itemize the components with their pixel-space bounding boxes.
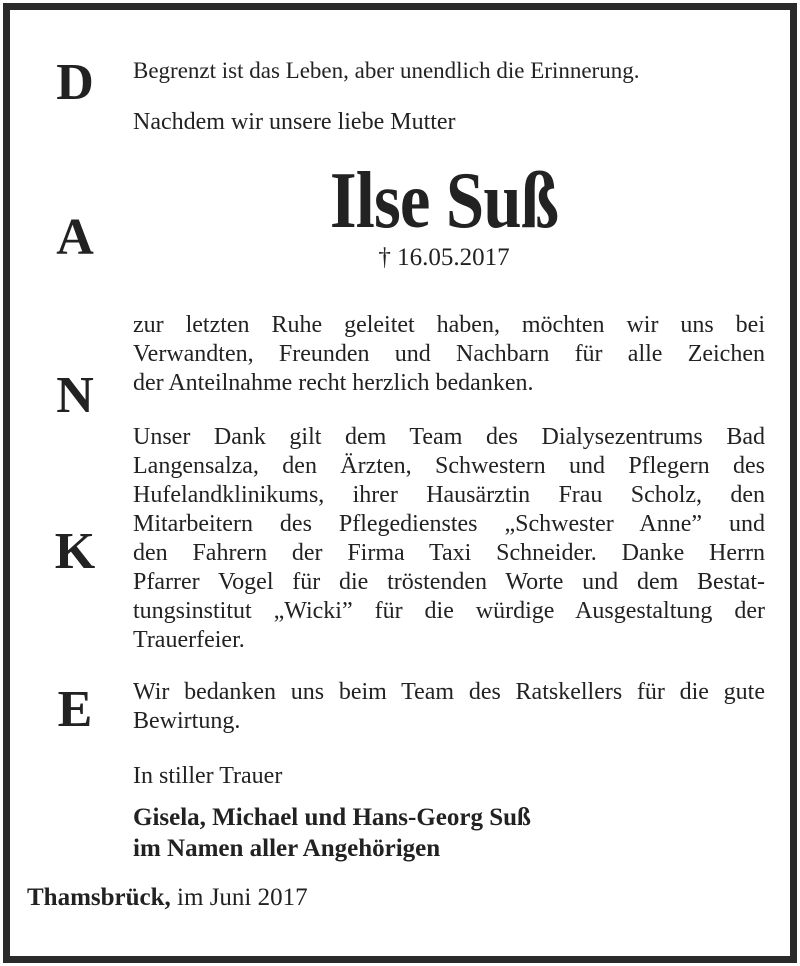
side-letter-k: K <box>54 523 96 580</box>
text-line: Trauerfeier. <box>133 627 245 653</box>
signature-names: Gisela, Michael und Hans-Georg Suß <box>133 804 531 831</box>
side-letter-d: D <box>56 54 94 111</box>
text-line: zur letzten Ruhe geleitet haben, möchten wir uns bei <box>133 312 765 338</box>
text-line: Pfarrer Vogel für die tröstenden Worte und dem Bestat- <box>133 569 765 595</box>
paragraph-thanks <box>133 311 765 398</box>
notice-content <box>123 0 765 966</box>
side-letter-a: A <box>56 209 94 266</box>
mourning-text: In stiller Trauer <box>133 763 283 789</box>
footer-date: im Juni 2017 <box>177 884 308 911</box>
text-line: Unser Dank gilt dem Team des Dialysezentrums Bad <box>133 424 765 450</box>
side-letter-e: E <box>57 681 93 738</box>
death-date-value: 16.05.2017 <box>397 244 510 271</box>
signature-relatives: im Namen aller Angehörigen <box>133 835 441 862</box>
text-line: Verwandten, Freunden und Nachbarn für alle Zeichen <box>133 341 765 367</box>
text-line: der Anteilnahme recht herzlich bedanken. <box>133 370 534 396</box>
intro-text: Nachdem wir unsere liebe Mutter <box>133 109 456 135</box>
death-date <box>123 244 765 272</box>
text-line: den Fahrern der Firma Taxi Schneider. Danke Herrn <box>133 540 765 566</box>
text-line: Bewirtung. <box>133 708 241 734</box>
text-line: tungsinstitut „Wicki” für die würdige Ausgestaltung der <box>133 598 765 624</box>
paragraph-acknowledgements <box>133 423 765 655</box>
motto: Begrenzt ist das Leben, aber unendlich die Erinnerung. <box>133 58 640 83</box>
text-line: Wir bedanken uns beim Team des Ratskellers für die gute <box>133 679 765 705</box>
paragraph-restaurant <box>133 678 765 736</box>
footer-place: Thamsbrück, <box>27 884 171 911</box>
side-letter-n: N <box>56 367 94 424</box>
text-line: Mitarbeitern des Pflegedienstes „Schwester Anne” und <box>133 511 765 537</box>
deceased-name: Ilse Suß <box>329 157 559 245</box>
text-line: Langensalza, den Ärzten, Schwestern und Pflegern des <box>133 453 765 479</box>
footer <box>27 884 308 912</box>
signature-block <box>133 802 531 864</box>
cross-symbol: † <box>378 244 391 271</box>
text-line: Hufelandklinikums, ihrer Hausärztin Frau Scholz, den <box>133 482 765 508</box>
